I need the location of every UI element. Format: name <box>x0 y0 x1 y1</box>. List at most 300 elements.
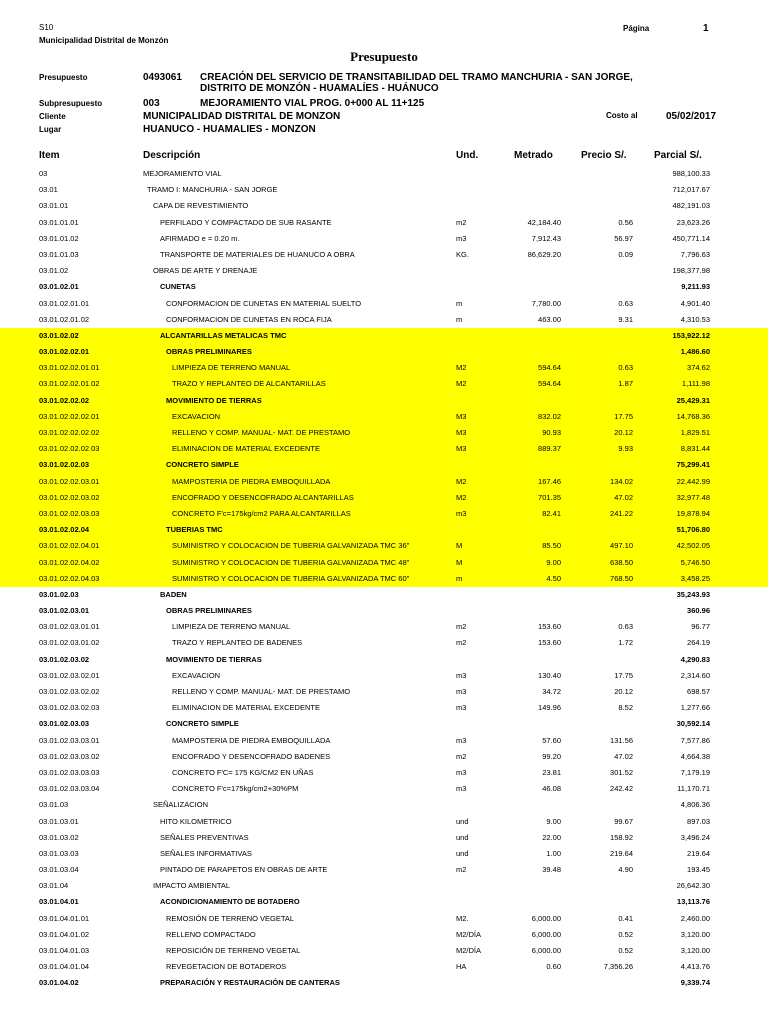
col-header-und: Und. <box>456 150 479 161</box>
row-parcial: 51,706.80 <box>676 525 710 535</box>
row-precio: 17.75 <box>614 670 633 680</box>
row-metrado: 90.93 <box>542 428 561 437</box>
row-metrado: 4.50 <box>546 573 561 583</box>
row-unit: und <box>456 848 469 858</box>
row-unit: und <box>456 832 469 842</box>
subpresupuesto-title: MEJORAMIENTO VIAL PROG. 0+000 AL 11+125 <box>200 98 425 109</box>
row-precio: 0.41 <box>618 913 633 923</box>
row-precio: 131.56 <box>610 735 633 745</box>
row-description: ENCOFRADO Y DESENCOFRADO BADENES <box>172 751 331 761</box>
row-unit: KG. <box>456 249 469 259</box>
row-unit: m <box>456 314 463 324</box>
row-description: SUMINISTRO Y COLOCACION DE TUBERIA GALVANIZADA TMC 36" <box>172 541 410 551</box>
row-unit: m3 <box>456 703 467 713</box>
row-description: REPOSICIÓN DE TERRENO VEGETAL <box>166 946 301 955</box>
row-parcial: 897.03 <box>687 816 710 826</box>
col-header-descripcion: Descripción <box>143 150 201 161</box>
lugar-value: HUANUCO - HUAMALIES - MONZON <box>143 124 316 135</box>
row-description: LIMPIEZA DE TERRENO MANUAL <box>172 622 291 632</box>
row-description: SEÑALES PREVENTIVAS <box>160 832 249 842</box>
row-metrado: 22.00 <box>542 832 561 842</box>
row-precio: 0.63 <box>618 622 633 632</box>
row-precio: 0.52 <box>618 929 633 939</box>
row-description: IMPACTO AMBIENTAL <box>153 881 231 891</box>
subpresupuesto-label: Subpresupuesto <box>39 99 103 108</box>
row-item-code: 03.01.02.01 <box>39 282 79 292</box>
table-row <box>0 490 768 506</box>
row-unit: m <box>456 298 463 308</box>
row-metrado: 153.60 <box>538 638 561 648</box>
row-metrado: 130.40 <box>538 670 561 680</box>
row-precio: 20.12 <box>614 687 633 696</box>
row-metrado: 9.00 <box>546 816 561 826</box>
row-parcial: 23,623.26 <box>676 217 710 227</box>
row-precio: 1.87 <box>618 379 633 389</box>
row-description: RELLENO Y COMP. MANUAL- MAT. DE PRESTAMO <box>172 428 351 437</box>
row-unit: m2 <box>456 751 467 761</box>
row-metrado: 7,912.43 <box>531 233 561 243</box>
row-item-code: 03.01.02.02.03 <box>39 460 90 470</box>
row-description: RELLENO Y COMP. MANUAL- MAT. DE PRESTAMO <box>172 687 351 696</box>
table-row <box>0 765 768 781</box>
row-precio: 0.63 <box>618 363 633 373</box>
row-item-code: 03.01.02.02.03.01 <box>39 476 100 486</box>
row-parcial: 26,642.30 <box>676 881 710 891</box>
row-description: LIMPIEZA DE TERRENO MANUAL <box>172 363 291 373</box>
row-precio: 20.12 <box>614 428 633 437</box>
row-description: SEÑALIZACION <box>153 800 209 810</box>
row-parcial: 22,442.99 <box>676 476 710 486</box>
row-description: MOVIMIENTO DE TIERRAS <box>166 395 262 405</box>
row-item-code: 03.01.02.02.03.03 <box>39 508 100 518</box>
row-description: TRAZO Y REPLANTEO DE BADENES <box>172 638 303 648</box>
row-precio: 158.92 <box>610 832 633 842</box>
table-row <box>0 911 768 927</box>
subpresupuesto-code: 003 <box>143 98 160 109</box>
row-precio: 47.02 <box>614 492 633 502</box>
cliente-value: MUNICIPALIDAD DISTRITAL DE MONZON <box>143 111 341 122</box>
table-row <box>0 652 768 668</box>
row-unit: M <box>456 541 463 551</box>
row-parcial: 360.96 <box>687 606 710 616</box>
table-row <box>0 360 768 376</box>
row-parcial: 8,831.44 <box>680 444 710 454</box>
row-precio: 241.22 <box>610 508 633 518</box>
row-unit: m2 <box>456 622 467 632</box>
row-parcial: 4,901.40 <box>680 298 710 308</box>
table-row <box>0 959 768 975</box>
row-item-code: 03.01.02.02.04 <box>39 525 90 535</box>
row-description: MAMPOSTERIA DE PIEDRA EMBOQUILLADA <box>172 735 331 745</box>
row-parcial: 4,310.53 <box>680 314 710 324</box>
table-row <box>0 457 768 473</box>
row-description: SEÑALES INFORMATIVAS <box>160 848 252 858</box>
row-description: PREPARACIÓN Y RESTAURACIÓN DE CANTERAS <box>160 978 340 988</box>
table-row <box>0 474 768 490</box>
row-item-code: 03.01.02.02.01.02 <box>39 379 100 389</box>
row-parcial: 96.77 <box>691 622 710 632</box>
row-unit: m3 <box>456 767 467 777</box>
row-description: OBRAS DE ARTE Y DRENAJE <box>153 266 258 276</box>
row-parcial: 4,290.83 <box>680 654 710 664</box>
row-metrado: 34.72 <box>542 687 561 696</box>
presupuesto-code: 0493061 <box>143 72 182 83</box>
row-parcial: 11,170.71 <box>677 784 710 794</box>
row-unit: M3 <box>456 428 467 437</box>
row-item-code: 03.01.02.02.04.02 <box>39 557 100 567</box>
table-row <box>0 830 768 846</box>
table-row <box>0 668 768 684</box>
row-metrado: 6,000.00 <box>531 913 561 923</box>
row-metrado: 7,780.00 <box>531 298 561 308</box>
table-row <box>0 797 768 813</box>
table-row <box>0 393 768 409</box>
table-row <box>0 878 768 894</box>
row-parcial: 3,120.00 <box>680 929 710 939</box>
row-metrado: 463.00 <box>538 314 561 324</box>
row-precio: 0.63 <box>618 298 633 308</box>
row-item-code: 03.01.02.01.01 <box>39 298 90 308</box>
row-metrado: 6,000.00 <box>531 929 561 939</box>
row-item-code: 03.01.02 <box>39 266 69 276</box>
row-parcial: 9,339.74 <box>680 978 710 988</box>
row-description: BADEN <box>160 589 187 599</box>
row-metrado: 46.08 <box>542 784 561 794</box>
table-row <box>0 409 768 425</box>
row-precio: 17.75 <box>614 411 633 421</box>
row-item-code: 03.01.02.03.03.03 <box>39 767 100 777</box>
row-unit: m3 <box>456 687 467 696</box>
row-parcial: 4,413.76 <box>680 962 710 972</box>
row-precio: 242.42 <box>610 784 633 794</box>
row-item-code: 03.01.02.03.03.04 <box>39 784 100 794</box>
row-item-code: 03.01.02.03.02 <box>39 654 90 664</box>
row-item-code: 03.01.03 <box>39 800 69 810</box>
row-description: CONCRETO SIMPLE <box>166 719 239 729</box>
row-item-code: 03.01.04.01.03 <box>39 946 90 955</box>
row-description: ALCANTARILLAS METALICAS TMC <box>160 330 287 340</box>
row-parcial: 2,314.60 <box>680 670 710 680</box>
row-description: MOVIMIENTO DE TIERRAS <box>166 654 262 664</box>
row-parcial: 25,429.31 <box>676 395 710 405</box>
row-item-code: 03.01.02.03.02.03 <box>39 703 100 713</box>
row-item-code: 03.01.04 <box>39 881 69 891</box>
row-parcial: 193.45 <box>687 865 710 875</box>
row-parcial: 7,796.63 <box>680 249 710 259</box>
table-row <box>0 198 768 214</box>
row-precio: 9.93 <box>618 444 633 454</box>
row-metrado: 1.00 <box>546 848 561 858</box>
row-parcial: 3,496.24 <box>680 832 710 842</box>
row-parcial: 7,577.86 <box>680 735 710 745</box>
row-item-code: 03.01.02.02.02.01 <box>39 411 100 421</box>
table-row <box>0 846 768 862</box>
row-parcial: 7,179.19 <box>680 767 710 777</box>
row-description: AFIRMADO e = 0.20 m. <box>160 233 240 243</box>
row-unit: m2 <box>456 217 467 227</box>
table-row <box>0 975 768 991</box>
row-description: EXCAVACION <box>172 670 221 680</box>
row-description: ELIMINACION DE MATERIAL EXCEDENTE <box>172 703 320 713</box>
row-description: SUMINISTRO Y COLOCACION DE TUBERIA GALVANIZADA TMC 48" <box>172 557 410 567</box>
row-description: EXCAVACION <box>172 411 221 421</box>
table-row <box>0 619 768 635</box>
row-description: CONFORMACION DE CUNETAS EN MATERIAL SUELTO <box>166 298 362 308</box>
system-code: S10 <box>39 23 54 32</box>
row-item-code: 03.01.01.02 <box>39 233 79 243</box>
row-parcial: 3,458.25 <box>680 573 710 583</box>
row-item-code: 03.01.02.03.03.02 <box>39 751 100 761</box>
row-description: RELLENO COMPACTADO <box>166 929 256 939</box>
row-unit: und <box>456 816 469 826</box>
row-parcial: 988,100.33 <box>672 169 710 178</box>
row-unit: M2 <box>456 492 467 502</box>
row-item-code: 03.01.04.01.02 <box>39 929 90 939</box>
row-parcial: 374.62 <box>687 363 710 373</box>
table-row <box>0 684 768 700</box>
row-precio: 1.72 <box>618 638 633 648</box>
row-unit: m3 <box>456 508 467 518</box>
row-description: CONCRETO F'c=175kg/cm2+30%PM <box>172 784 299 794</box>
row-description: CONCRETO F'C= 175 KG/CM2 EN UÑAS <box>172 767 314 777</box>
table-row <box>0 425 768 441</box>
row-precio: 8.52 <box>618 703 633 713</box>
row-item-code: 03.01.03.03 <box>39 848 79 858</box>
row-precio: 134.02 <box>610 476 633 486</box>
row-item-code: 03.01.02.03.03.01 <box>39 735 100 745</box>
row-item-code: 03.01.02.02.02 <box>39 395 90 405</box>
table-row <box>0 749 768 765</box>
row-precio: 301.52 <box>610 767 633 777</box>
row-item-code: 03.01.01.01 <box>39 217 79 227</box>
row-parcial: 482,191.03 <box>672 201 710 211</box>
row-description: OBRAS PRELIMINARES <box>166 606 252 616</box>
row-parcial: 5,746.50 <box>680 557 710 567</box>
row-metrado: 832.02 <box>538 411 561 421</box>
table-row <box>0 635 768 651</box>
row-parcial: 19,878.94 <box>676 508 710 518</box>
row-unit: m3 <box>456 735 467 745</box>
row-metrado: 6,000.00 <box>531 946 561 955</box>
table-row <box>0 781 768 797</box>
row-precio: 7,356.26 <box>603 962 633 972</box>
table-row <box>0 231 768 247</box>
row-metrado: 889.37 <box>538 444 561 454</box>
table-row <box>0 182 768 198</box>
row-parcial: 75,299.41 <box>676 460 710 470</box>
row-parcial: 4,664.38 <box>680 751 710 761</box>
row-parcial: 219.64 <box>687 848 710 858</box>
row-description: ENCOFRADO Y DESENCOFRADO ALCANTARILLAS <box>172 492 354 502</box>
row-parcial: 13,113.76 <box>677 897 710 907</box>
row-metrado: 701.35 <box>538 492 561 502</box>
row-metrado: 86,629.20 <box>527 249 561 259</box>
row-item-code: 03.01.02.02.01 <box>39 347 90 357</box>
row-item-code: 03.01.02.03.02.01 <box>39 670 100 680</box>
row-description: REMOSIÓN DE TERRENO VEGETAL <box>166 913 295 923</box>
presupuesto-title: CREACIÓN DEL SERVICIO DE TRANSITABILIDAD DEL TRAMO MANCHURIA - SAN JORGE, DISTRITO DE MONZÓN - HUAMALÍES - HUÁNUCO <box>200 72 633 94</box>
row-item-code: 03.01.03.02 <box>39 832 79 842</box>
cliente-label: Cliente <box>39 112 66 121</box>
row-unit: M3 <box>456 444 467 454</box>
row-description: TRANSPORTE DE MATERIALES DE HUANUCO A OBRA <box>160 249 355 259</box>
row-metrado: 153.60 <box>538 622 561 632</box>
table-row <box>0 927 768 943</box>
table-row <box>0 555 768 571</box>
row-precio: 47.02 <box>614 751 633 761</box>
table-row <box>0 215 768 231</box>
row-item-code: 03.01.02.03.01 <box>39 606 90 616</box>
row-unit: M2 <box>456 476 467 486</box>
table-row <box>0 328 768 344</box>
row-item-code: 03 <box>39 169 48 178</box>
table-row <box>0 862 768 878</box>
row-precio: 56.97 <box>614 233 633 243</box>
row-item-code: 03.01.01 <box>39 201 69 211</box>
budget-table <box>0 166 768 992</box>
col-header-metrado: Metrado <box>514 150 553 161</box>
row-metrado: 0.60 <box>546 962 561 972</box>
row-metrado: 57.60 <box>542 735 561 745</box>
row-parcial: 1,486.60 <box>680 347 710 357</box>
row-description: REVEGETACION DE BOTADEROS <box>166 962 287 972</box>
row-unit: M2. <box>456 913 469 923</box>
row-parcial: 42,502.05 <box>676 541 710 551</box>
costo-label: Costo al <box>606 111 638 120</box>
page-label: Página <box>623 24 650 33</box>
row-item-code: 03.01.02.02.04.03 <box>39 573 100 583</box>
row-description: TUBERIAS TMC <box>166 525 223 535</box>
row-item-code: 03.01.02.03 <box>39 589 79 599</box>
row-parcial: 712,017.67 <box>672 185 710 195</box>
row-precio: 638.50 <box>610 557 633 567</box>
row-unit: HA <box>456 962 467 972</box>
table-row <box>0 263 768 279</box>
row-metrado: 594.64 <box>538 363 561 373</box>
table-row <box>0 894 768 910</box>
row-item-code: 03.01.03.04 <box>39 865 79 875</box>
row-item-code: 03.01.02.02.03.02 <box>39 492 100 502</box>
row-item-code: 03.01.02.03.02.02 <box>39 687 100 696</box>
row-item-code: 03.01.02.02 <box>39 330 79 340</box>
col-header-item: Item <box>39 150 60 161</box>
row-unit: m3 <box>456 784 467 794</box>
row-item-code: 03.01.02.03.01.01 <box>39 622 100 632</box>
row-item-code: 03.01.02.01.02 <box>39 314 90 324</box>
row-parcial: 9,211.93 <box>681 282 710 292</box>
row-item-code: 03.01.02.02.01.01 <box>39 363 100 373</box>
row-parcial: 3,120.00 <box>680 946 710 955</box>
row-description: TRAZO Y REPLANTEO DE ALCANTARILLAS <box>172 379 326 389</box>
table-row <box>0 943 768 959</box>
row-item-code: 03.01.04.01 <box>39 897 79 907</box>
row-description: MAMPOSTERIA DE PIEDRA EMBOQUILLADA <box>172 476 331 486</box>
row-item-code: 03.01.04.02 <box>39 978 79 988</box>
row-item-code: 03.01.02.02.02.02 <box>39 428 100 437</box>
row-metrado: 149.96 <box>538 703 561 713</box>
row-precio: 219.64 <box>610 848 633 858</box>
row-description: CAPA DE REVESTIMIENTO <box>153 201 249 211</box>
row-description: HITO KILOMETRICO <box>160 816 232 826</box>
col-header-precio: Precio S/. <box>581 150 627 161</box>
document-title: Presupuesto <box>350 49 418 64</box>
row-metrado: 85.50 <box>542 541 561 551</box>
row-precio: 0.09 <box>618 249 633 259</box>
row-parcial: 1,111.98 <box>681 379 710 389</box>
row-description: CONFORMACION DE CUNETAS EN ROCA FIJA <box>166 314 332 324</box>
table-row <box>0 247 768 263</box>
row-parcial: 450,771.14 <box>672 233 710 243</box>
row-description: CONCRETO F'c=175kg/cm2 PARA ALCANTARILLAS <box>172 508 351 518</box>
row-unit: m2 <box>456 865 467 875</box>
row-unit: M2 <box>456 379 467 389</box>
row-item-code: 03.01.01.03 <box>39 249 79 259</box>
row-unit: M2 <box>456 363 467 373</box>
table-row <box>0 716 768 732</box>
row-parcial: 264.19 <box>687 638 710 648</box>
row-description: SUMINISTRO Y COLOCACION DE TUBERIA GALVANIZADA TMC 60" <box>172 573 410 583</box>
row-precio: 0.52 <box>618 946 633 955</box>
row-precio: 0.56 <box>618 217 633 227</box>
row-unit: M <box>456 557 463 567</box>
row-metrado: 23.81 <box>542 767 561 777</box>
table-row <box>0 376 768 392</box>
row-unit: m3 <box>456 670 467 680</box>
row-description: OBRAS PRELIMINARES <box>166 347 252 357</box>
page-number: 1 <box>703 23 709 34</box>
row-parcial: 1,277.66 <box>680 703 710 713</box>
table-row <box>0 166 768 182</box>
table-row <box>0 571 768 587</box>
row-parcial: 4,806.36 <box>680 800 710 810</box>
row-parcial: 2,460.00 <box>680 913 710 923</box>
table-row <box>0 522 768 538</box>
row-item-code: 03.01.02.03.01.02 <box>39 638 100 648</box>
row-unit: M2/DÍA <box>456 929 482 939</box>
table-row <box>0 587 768 603</box>
row-precio: 4.90 <box>618 865 633 875</box>
row-description: CONCRETO SIMPLE <box>166 460 239 470</box>
table-row <box>0 441 768 457</box>
lugar-label: Lugar <box>39 125 62 134</box>
row-item-code: 03.01.03.01 <box>39 816 79 826</box>
row-parcial: 198,377.98 <box>672 266 710 276</box>
row-unit: M3 <box>456 411 467 421</box>
row-unit: m3 <box>456 233 467 243</box>
row-parcial: 698.57 <box>687 687 710 696</box>
table-row <box>0 344 768 360</box>
row-metrado: 99.20 <box>542 751 561 761</box>
row-description: PERFILADO Y COMPACTADO DE SUB RASANTE <box>160 217 332 227</box>
row-description: MEJORAMIENTO VIAL <box>143 169 222 178</box>
row-metrado: 594.64 <box>538 379 561 389</box>
row-description: ACONDICIONAMIENTO DE BOTADERO <box>160 897 300 907</box>
row-description: CUNETAS <box>160 282 196 292</box>
row-precio: 768.50 <box>610 573 633 583</box>
table-row <box>0 733 768 749</box>
row-description: TRAMO I: MANCHURIA - SAN JORGE <box>147 185 278 195</box>
row-unit: M2/DÍA <box>456 946 482 955</box>
row-unit: m2 <box>456 638 467 648</box>
table-row <box>0 312 768 328</box>
row-precio: 9.31 <box>618 314 633 324</box>
row-metrado: 167.46 <box>538 476 561 486</box>
row-parcial: 35,243.93 <box>676 589 710 599</box>
row-precio: 497.10 <box>610 541 633 551</box>
table-row <box>0 506 768 522</box>
row-parcial: 32,977.48 <box>676 492 710 502</box>
row-item-code: 03.01.02.02.02.03 <box>39 444 100 454</box>
